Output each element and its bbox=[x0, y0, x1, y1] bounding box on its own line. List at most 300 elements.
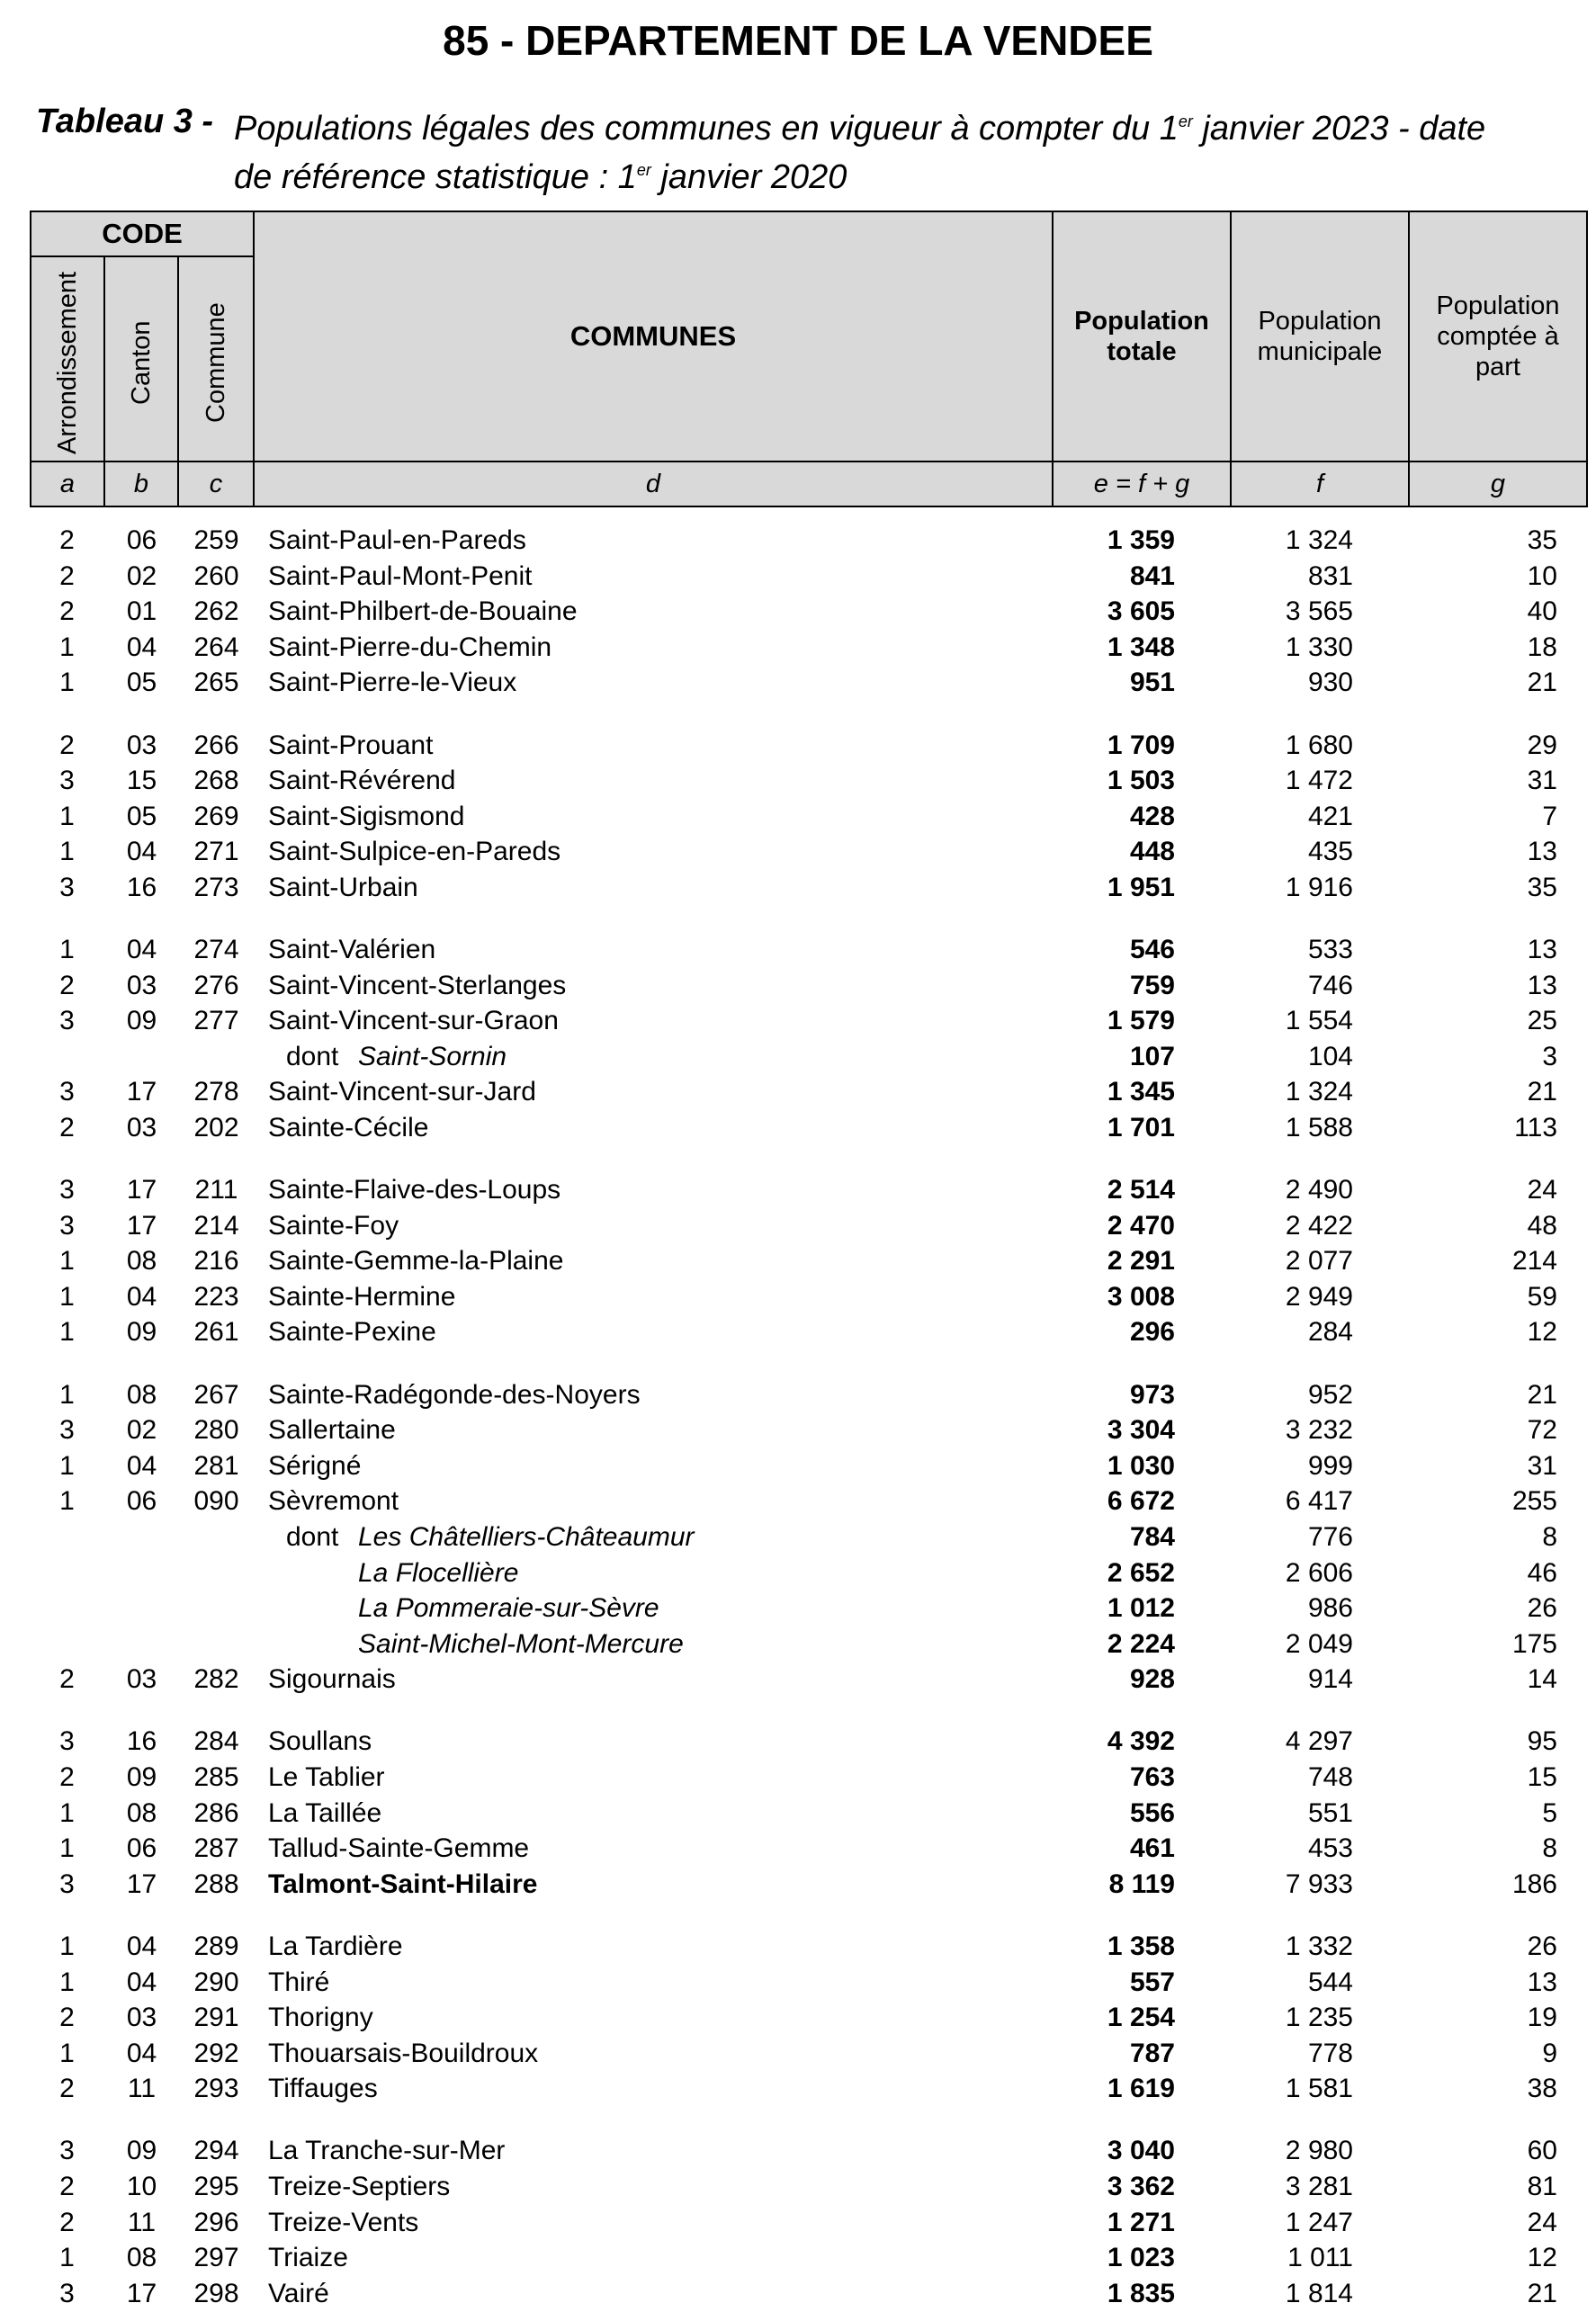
cell-population-municipale: 1 330 bbox=[1285, 632, 1353, 662]
cell-commune-code: 268 bbox=[193, 766, 239, 795]
cell-commune-name: Saint-Pierre-du-Chemin bbox=[268, 632, 552, 662]
cell-population-municipale: 914 bbox=[1307, 1664, 1353, 1694]
cell-commune-name: Saint-Prouant bbox=[268, 730, 434, 760]
cell-population-totale: 2 291 bbox=[1107, 1246, 1175, 1276]
cell-population-municipale: 2 980 bbox=[1285, 2136, 1353, 2165]
table-row bbox=[30, 2000, 1566, 2036]
table-row bbox=[30, 1724, 1566, 1760]
cell-population-municipale: 2 077 bbox=[1285, 1246, 1353, 1276]
header-letter-e: e = f + g bbox=[1052, 461, 1232, 507]
table-row bbox=[30, 1929, 1566, 1965]
table-row bbox=[30, 932, 1566, 968]
cell-commune-name: Saint-Philbert-de-Bouaine bbox=[268, 596, 578, 626]
cell-population-totale: 759 bbox=[1129, 971, 1175, 1000]
cell-commune-code: 211 bbox=[194, 1175, 238, 1205]
cell-commune-code: 292 bbox=[193, 2039, 239, 2068]
cell-commune-code: 298 bbox=[193, 2279, 239, 2308]
cell-canton: 04 bbox=[126, 1931, 157, 1961]
cell-canton: 04 bbox=[126, 935, 157, 964]
cell-population-municipale: 3 281 bbox=[1285, 2172, 1353, 2201]
cell-population-municipale: 776 bbox=[1307, 1522, 1353, 1552]
cell-population-totale: 3 304 bbox=[1107, 1415, 1175, 1445]
cell-commune-name: Sainte-Hermine bbox=[268, 1282, 456, 1312]
cell-population-municipale: 544 bbox=[1307, 1967, 1353, 1997]
cell-population-municipale: 1 332 bbox=[1285, 1931, 1353, 1961]
cell-population-totale: 1 503 bbox=[1107, 766, 1175, 795]
cell-population-municipale: 2 049 bbox=[1285, 1629, 1353, 1659]
cell-population-comptee-a-part: 255 bbox=[1511, 1486, 1557, 1516]
cell-arrondissement: 2 bbox=[59, 596, 75, 626]
cell-canton: 08 bbox=[126, 2243, 157, 2272]
cell-canton: 04 bbox=[126, 1282, 157, 1312]
cell-population-totale: 107 bbox=[1129, 1042, 1175, 1071]
cell-population-comptee-a-part: 13 bbox=[1527, 1967, 1557, 1997]
table-row bbox=[30, 559, 1566, 595]
cell-canton: 03 bbox=[126, 2003, 157, 2032]
cell-commune-name: Thorigny bbox=[268, 2003, 373, 2032]
cell-population-totale: 3 040 bbox=[1107, 2136, 1175, 2165]
header-letter-b: b bbox=[103, 461, 179, 507]
cell-canton: 17 bbox=[126, 1077, 157, 1107]
cell-commune-deleguee: La Pommeraie-sur-Sèvre bbox=[358, 1593, 659, 1623]
cell-population-totale: 1 619 bbox=[1107, 2074, 1175, 2103]
cell-arrondissement: 3 bbox=[59, 2136, 75, 2165]
cell-population-comptee-a-part: 21 bbox=[1527, 1077, 1557, 1107]
cell-population-comptee-a-part: 21 bbox=[1527, 2279, 1557, 2308]
cell-population-comptee-a-part: 175 bbox=[1511, 1629, 1557, 1659]
cell-commune-code: 216 bbox=[193, 1246, 239, 1276]
cell-commune-code: 214 bbox=[193, 1211, 239, 1241]
cell-population-comptee-a-part: 7 bbox=[1542, 802, 1557, 831]
cell-commune-code: 223 bbox=[193, 1282, 239, 1312]
cell-population-totale: 1 951 bbox=[1107, 873, 1175, 902]
caption-line-1: Populations légales des communes en vigueur à compter du 1er janvier 2023 - date bbox=[234, 110, 1486, 148]
cell-commune-name: Saint-Paul-Mont-Penit bbox=[268, 561, 533, 591]
cell-population-totale: 1 345 bbox=[1107, 1077, 1175, 1107]
cell-arrondissement: 2 bbox=[59, 1664, 75, 1694]
cell-population-comptee-a-part: 31 bbox=[1527, 1451, 1557, 1481]
cell-commune-code: 266 bbox=[193, 730, 239, 760]
cell-commune-code: 282 bbox=[193, 1664, 239, 1694]
cell-population-totale: 448 bbox=[1129, 837, 1175, 866]
cell-commune-code: 295 bbox=[193, 2172, 239, 2201]
cell-population-totale: 2 652 bbox=[1107, 1558, 1175, 1588]
cell-population-municipale: 7 933 bbox=[1285, 1869, 1353, 1899]
cell-arrondissement: 3 bbox=[59, 1006, 75, 1035]
cell-canton: 06 bbox=[126, 1486, 157, 1516]
cell-population-municipale: 1 814 bbox=[1285, 2279, 1353, 2308]
cell-population-totale: 787 bbox=[1129, 2039, 1175, 2068]
header-population-totale: Population totale bbox=[1052, 211, 1232, 462]
cell-population-municipale: 778 bbox=[1307, 2039, 1353, 2068]
cell-commune-name: Talmont-Saint-Hilaire bbox=[268, 1869, 538, 1899]
header-letter-f: f bbox=[1230, 461, 1410, 507]
cell-commune-code: 293 bbox=[193, 2074, 239, 2103]
cell-commune-code: 090 bbox=[193, 1486, 239, 1516]
cell-arrondissement: 2 bbox=[59, 1113, 75, 1143]
cell-population-municipale: 999 bbox=[1307, 1451, 1353, 1481]
cell-canton: 03 bbox=[126, 1664, 157, 1694]
cell-commune-code: 260 bbox=[193, 561, 239, 591]
cell-population-comptee-a-part: 3 bbox=[1542, 1042, 1557, 1071]
cell-population-municipale: 1 247 bbox=[1285, 2208, 1353, 2237]
cell-population-municipale: 4 297 bbox=[1285, 1726, 1353, 1756]
cell-arrondissement: 3 bbox=[59, 766, 75, 795]
cell-population-totale: 461 bbox=[1129, 1833, 1175, 1863]
cell-population-totale: 973 bbox=[1129, 1380, 1175, 1410]
cell-commune-code: 202 bbox=[193, 1113, 239, 1143]
cell-canton: 17 bbox=[126, 2279, 157, 2308]
cell-canton: 04 bbox=[126, 837, 157, 866]
table-row bbox=[30, 594, 1566, 630]
cell-commune-name: Triaize bbox=[268, 2243, 348, 2272]
cell-arrondissement: 2 bbox=[59, 2172, 75, 2201]
cell-population-totale: 556 bbox=[1129, 1798, 1175, 1828]
table-row bbox=[30, 1662, 1566, 1698]
cell-population-municipale: 1 235 bbox=[1285, 2003, 1353, 2032]
cell-population-totale: 1 359 bbox=[1107, 525, 1175, 555]
cell-population-totale: 1 579 bbox=[1107, 1006, 1175, 1035]
cell-population-municipale: 6 417 bbox=[1285, 1486, 1353, 1516]
table-row bbox=[30, 1172, 1566, 1208]
cell-commune-name: Sainte-Cécile bbox=[268, 1113, 429, 1143]
cell-population-totale: 1 701 bbox=[1107, 1113, 1175, 1143]
cell-commune-deleguee: Saint-Sornin bbox=[358, 1042, 507, 1071]
cell-canton: 09 bbox=[126, 1762, 157, 1792]
cell-population-municipale: 1 554 bbox=[1285, 1006, 1353, 1035]
cell-arrondissement: 3 bbox=[59, 1077, 75, 1107]
table-row bbox=[30, 1412, 1566, 1448]
cell-commune-name: Tiffauges bbox=[268, 2074, 378, 2103]
cell-arrondissement: 3 bbox=[59, 1726, 75, 1756]
cell-population-municipale: 986 bbox=[1307, 1593, 1353, 1623]
cell-commune-name: Saint-Vincent-sur-Jard bbox=[268, 1077, 536, 1107]
cell-canton: 03 bbox=[126, 1113, 157, 1143]
cell-commune-name: Treize-Septiers bbox=[268, 2172, 451, 2201]
cell-commune-code: 286 bbox=[193, 1798, 239, 1828]
cell-canton: 17 bbox=[126, 1211, 157, 1241]
table-row bbox=[30, 1555, 1566, 1591]
header-letter-c: c bbox=[177, 461, 255, 507]
cell-arrondissement: 1 bbox=[59, 1246, 75, 1276]
table-caption bbox=[234, 101, 1583, 198]
cell-population-comptee-a-part: 14 bbox=[1527, 1664, 1557, 1694]
cell-population-comptee-a-part: 72 bbox=[1527, 1415, 1557, 1445]
table-row bbox=[30, 665, 1566, 701]
cell-commune-name: Saint-Valérien bbox=[268, 935, 436, 964]
cell-population-municipale: 1 916 bbox=[1285, 873, 1353, 902]
cell-population-totale: 3 008 bbox=[1107, 1282, 1175, 1312]
header-letter-a: a bbox=[30, 461, 105, 507]
cell-population-comptee-a-part: 214 bbox=[1511, 1246, 1557, 1276]
cell-population-comptee-a-part: 46 bbox=[1527, 1558, 1557, 1588]
cell-commune-name: Thiré bbox=[268, 1967, 330, 1997]
header-letter-g: g bbox=[1408, 461, 1588, 507]
cell-population-totale: 1 012 bbox=[1107, 1593, 1175, 1623]
header-population-municipale: Population municipale bbox=[1230, 211, 1410, 462]
cell-arrondissement: 1 bbox=[59, 1833, 75, 1863]
cell-commune-name: La Tranche-sur-Mer bbox=[268, 2136, 506, 2165]
cell-commune-code: 269 bbox=[193, 802, 239, 831]
cell-commune-name: Sainte-Foy bbox=[268, 1211, 399, 1241]
cell-arrondissement: 1 bbox=[59, 1317, 75, 1347]
cell-population-totale: 428 bbox=[1129, 802, 1175, 831]
cell-population-totale: 841 bbox=[1129, 561, 1175, 591]
cell-arrondissement: 1 bbox=[59, 2243, 75, 2272]
cell-commune-code: 289 bbox=[193, 1931, 239, 1961]
cell-population-municipale: 930 bbox=[1307, 668, 1353, 697]
cell-population-totale: 296 bbox=[1129, 1317, 1175, 1347]
cell-population-comptee-a-part: 13 bbox=[1527, 837, 1557, 866]
cell-canton: 11 bbox=[127, 2208, 157, 2237]
cell-commune-name: Sainte-Radégonde-des-Noyers bbox=[268, 1380, 641, 1410]
cell-commune-code: 281 bbox=[193, 1451, 239, 1481]
table-row bbox=[30, 1110, 1566, 1146]
cell-commune-code: 285 bbox=[193, 1762, 239, 1792]
cell-population-totale: 1 835 bbox=[1107, 2279, 1175, 2308]
cell-population-comptee-a-part: 113 bbox=[1514, 1113, 1557, 1143]
table-row bbox=[30, 870, 1566, 906]
cell-canton: 05 bbox=[126, 802, 157, 831]
cell-commune-name: Saint-Vincent-sur-Graon bbox=[268, 1006, 559, 1035]
table-row bbox=[30, 1483, 1566, 1519]
cell-commune-deleguee: Saint-Michel-Mont-Mercure bbox=[358, 1629, 684, 1659]
cell-population-totale: 1 271 bbox=[1107, 2208, 1175, 2237]
cell-arrondissement: 3 bbox=[59, 1175, 75, 1205]
cell-commune-name: Vairé bbox=[268, 2279, 329, 2308]
cell-dont-label: dont bbox=[286, 1522, 339, 1552]
cell-commune-deleguee: Les Châtelliers-Châteaumur bbox=[358, 1522, 695, 1552]
cell-canton: 02 bbox=[126, 561, 157, 591]
cell-population-comptee-a-part: 8 bbox=[1542, 1833, 1557, 1863]
cell-population-comptee-a-part: 13 bbox=[1527, 935, 1557, 964]
cell-commune-code: 297 bbox=[193, 2243, 239, 2272]
table-row bbox=[30, 1796, 1566, 1832]
cell-population-municipale: 3 565 bbox=[1285, 596, 1353, 626]
cell-population-municipale: 831 bbox=[1307, 561, 1353, 591]
cell-arrondissement: 1 bbox=[59, 1282, 75, 1312]
cell-canton: 11 bbox=[127, 2074, 157, 2103]
cell-population-comptee-a-part: 21 bbox=[1527, 668, 1557, 697]
cell-arrondissement: 3 bbox=[59, 873, 75, 902]
cell-population-comptee-a-part: 40 bbox=[1527, 596, 1557, 626]
table-row bbox=[30, 2205, 1566, 2241]
table-row bbox=[30, 1314, 1566, 1350]
cell-population-municipale: 2 422 bbox=[1285, 1211, 1353, 1241]
cell-arrondissement: 1 bbox=[59, 1967, 75, 1997]
cell-population-municipale: 2 949 bbox=[1285, 1282, 1353, 1312]
cell-population-totale: 2 470 bbox=[1107, 1211, 1175, 1241]
cell-canton: 16 bbox=[126, 873, 157, 902]
cell-canton: 04 bbox=[126, 1967, 157, 1997]
cell-population-municipale: 1 588 bbox=[1285, 1113, 1353, 1143]
cell-population-municipale: 1 680 bbox=[1285, 730, 1353, 760]
cell-commune-name: La Taillée bbox=[268, 1798, 382, 1828]
cell-arrondissement: 2 bbox=[59, 730, 75, 760]
cell-canton: 04 bbox=[126, 2039, 157, 2068]
cell-commune-code: 284 bbox=[193, 1726, 239, 1756]
cell-population-totale: 4 392 bbox=[1107, 1726, 1175, 1756]
cell-population-comptee-a-part: 18 bbox=[1527, 632, 1557, 662]
cell-dont-label: dont bbox=[286, 1042, 339, 1071]
table-row bbox=[30, 2276, 1566, 2312]
cell-commune-name: Sainte-Pexine bbox=[268, 1317, 436, 1347]
cell-population-totale: 763 bbox=[1129, 1762, 1175, 1792]
cell-commune-code: 274 bbox=[193, 935, 239, 964]
cell-population-comptee-a-part: 24 bbox=[1527, 2208, 1557, 2237]
cell-arrondissement: 1 bbox=[59, 837, 75, 866]
table-row bbox=[30, 968, 1566, 1004]
cell-population-municipale: 421 bbox=[1307, 802, 1353, 831]
table-row bbox=[30, 1831, 1566, 1867]
cell-arrondissement: 1 bbox=[59, 1931, 75, 1961]
cell-population-municipale: 2 606 bbox=[1285, 1558, 1353, 1588]
cell-population-municipale: 1 472 bbox=[1285, 766, 1353, 795]
table-row bbox=[30, 1003, 1566, 1039]
table-row bbox=[30, 2036, 1566, 2072]
table-row bbox=[30, 2071, 1566, 2107]
cell-commune-name: Sainte-Flaive-des-Loups bbox=[268, 1175, 561, 1205]
cell-population-municipale: 2 490 bbox=[1285, 1175, 1353, 1205]
header-communes: COMMUNES bbox=[253, 211, 1054, 462]
cell-commune-name: Thouarsais-Bouildroux bbox=[268, 2039, 539, 2068]
cell-commune-code: 264 bbox=[193, 632, 239, 662]
cell-commune-name: Saint-Pierre-le-Vieux bbox=[268, 668, 517, 697]
cell-population-comptee-a-part: 21 bbox=[1527, 1380, 1557, 1410]
cell-commune-name: Soullans bbox=[268, 1726, 372, 1756]
cell-population-totale: 2 224 bbox=[1107, 1629, 1175, 1659]
header-population-comptee-a-part: Population comptée à part bbox=[1408, 211, 1588, 462]
cell-population-comptee-a-part: 38 bbox=[1527, 2074, 1557, 2103]
cell-arrondissement: 3 bbox=[59, 2279, 75, 2308]
page-title: 85 - DEPARTEMENT DE LA VENDEE bbox=[443, 17, 1153, 64]
cell-arrondissement: 1 bbox=[59, 1380, 75, 1410]
cell-arrondissement: 2 bbox=[59, 971, 75, 1000]
cell-population-municipale: 952 bbox=[1307, 1380, 1353, 1410]
table-row bbox=[30, 1626, 1566, 1662]
cell-commune-name: Sérigné bbox=[268, 1451, 362, 1481]
cell-canton: 08 bbox=[126, 1380, 157, 1410]
table-row bbox=[30, 523, 1566, 559]
cell-population-totale: 1 358 bbox=[1107, 1931, 1175, 1961]
cell-population-municipale: 1 011 bbox=[1287, 2243, 1353, 2272]
cell-arrondissement: 2 bbox=[59, 2208, 75, 2237]
cell-arrondissement: 2 bbox=[59, 2003, 75, 2032]
cell-canton: 04 bbox=[126, 1451, 157, 1481]
cell-canton: 02 bbox=[126, 1415, 157, 1445]
cell-population-comptee-a-part: 35 bbox=[1527, 525, 1557, 555]
table-label: Tableau 3 - bbox=[36, 103, 214, 140]
cell-population-comptee-a-part: 12 bbox=[1527, 2243, 1557, 2272]
cell-population-totale: 1 348 bbox=[1107, 632, 1175, 662]
cell-population-municipale: 1 324 bbox=[1285, 525, 1353, 555]
cell-arrondissement: 2 bbox=[59, 525, 75, 555]
cell-canton: 06 bbox=[126, 1833, 157, 1863]
cell-arrondissement: 1 bbox=[59, 1798, 75, 1828]
cell-commune-name: Tallud-Sainte-Gemme bbox=[268, 1833, 530, 1863]
cell-commune-code: 296 bbox=[193, 2208, 239, 2237]
cell-arrondissement: 1 bbox=[59, 935, 75, 964]
table-row bbox=[30, 1965, 1566, 2001]
cell-canton: 08 bbox=[126, 1246, 157, 1276]
cell-population-totale: 1 030 bbox=[1107, 1451, 1175, 1481]
cell-commune-code: 278 bbox=[193, 1077, 239, 1107]
cell-commune-code: 265 bbox=[193, 668, 239, 697]
cell-commune-name: Saint-Urbain bbox=[268, 873, 418, 902]
cell-canton: 04 bbox=[126, 632, 157, 662]
cell-population-comptee-a-part: 10 bbox=[1527, 561, 1557, 591]
cell-commune-name: La Tardière bbox=[268, 1931, 403, 1961]
cell-arrondissement: 2 bbox=[59, 1762, 75, 1792]
cell-arrondissement: 1 bbox=[59, 632, 75, 662]
cell-commune-name: Saint-Vincent-Sterlanges bbox=[268, 971, 567, 1000]
cell-commune-code: 276 bbox=[193, 971, 239, 1000]
table-row bbox=[30, 1074, 1566, 1110]
header-canton: Canton bbox=[103, 255, 179, 462]
cell-commune-name: Saint-Sulpice-en-Pareds bbox=[268, 837, 561, 866]
cell-population-comptee-a-part: 25 bbox=[1527, 1006, 1557, 1035]
table-row bbox=[30, 1591, 1566, 1626]
cell-commune-name: Saint-Paul-en-Pareds bbox=[268, 525, 526, 555]
cell-canton: 15 bbox=[126, 766, 157, 795]
table-row bbox=[30, 2169, 1566, 2205]
cell-population-municipale: 284 bbox=[1307, 1317, 1353, 1347]
cell-arrondissement: 3 bbox=[59, 1869, 75, 1899]
cell-population-totale: 6 672 bbox=[1107, 1486, 1175, 1516]
table-row bbox=[30, 834, 1566, 870]
cell-commune-name: Sainte-Gemme-la-Plaine bbox=[268, 1246, 564, 1276]
cell-arrondissement: 1 bbox=[59, 1451, 75, 1481]
cell-arrondissement: 1 bbox=[59, 668, 75, 697]
cell-population-municipale: 1 581 bbox=[1285, 2074, 1353, 2103]
cell-population-totale: 2 514 bbox=[1107, 1175, 1175, 1205]
cell-population-comptee-a-part: 19 bbox=[1527, 2003, 1557, 2032]
cell-commune-code: 262 bbox=[193, 596, 239, 626]
cell-canton: 06 bbox=[126, 525, 157, 555]
table-row bbox=[30, 1867, 1566, 1903]
table-row bbox=[30, 799, 1566, 835]
cell-population-totale: 784 bbox=[1129, 1522, 1175, 1552]
cell-population-municipale: 1 324 bbox=[1285, 1077, 1353, 1107]
cell-population-municipale: 746 bbox=[1307, 971, 1353, 1000]
cell-canton: 01 bbox=[126, 596, 157, 626]
cell-population-comptee-a-part: 35 bbox=[1527, 873, 1557, 902]
cell-population-comptee-a-part: 60 bbox=[1527, 2136, 1557, 2165]
cell-commune-name: Saint-Révérend bbox=[268, 766, 456, 795]
cell-commune-code: 267 bbox=[193, 1380, 239, 1410]
table-row bbox=[30, 763, 1566, 799]
cell-population-totale: 1 709 bbox=[1107, 730, 1175, 760]
table-row bbox=[30, 630, 1566, 666]
caption-line-2: de référence statistique : 1er janvier 2020 bbox=[234, 158, 847, 196]
cell-population-totale: 8 119 bbox=[1108, 1869, 1175, 1899]
cell-population-totale: 1 254 bbox=[1107, 2003, 1175, 2032]
cell-commune-name: Treize-Vents bbox=[268, 2208, 419, 2237]
table-row bbox=[30, 1448, 1566, 1484]
cell-commune-code: 287 bbox=[193, 1833, 239, 1863]
cell-population-totale: 1 023 bbox=[1107, 2243, 1175, 2272]
header-letter-d: d bbox=[253, 461, 1054, 507]
cell-population-comptee-a-part: 26 bbox=[1527, 1931, 1557, 1961]
cell-arrondissement: 1 bbox=[59, 1486, 75, 1516]
cell-commune-name: Le Tablier bbox=[268, 1762, 385, 1792]
cell-commune-name: Saint-Sigismond bbox=[268, 802, 465, 831]
cell-commune-code: 277 bbox=[193, 1006, 239, 1035]
cell-population-comptee-a-part: 13 bbox=[1527, 971, 1557, 1000]
cell-arrondissement: 1 bbox=[59, 2039, 75, 2068]
cell-commune-code: 294 bbox=[193, 2136, 239, 2165]
cell-population-comptee-a-part: 31 bbox=[1527, 766, 1557, 795]
